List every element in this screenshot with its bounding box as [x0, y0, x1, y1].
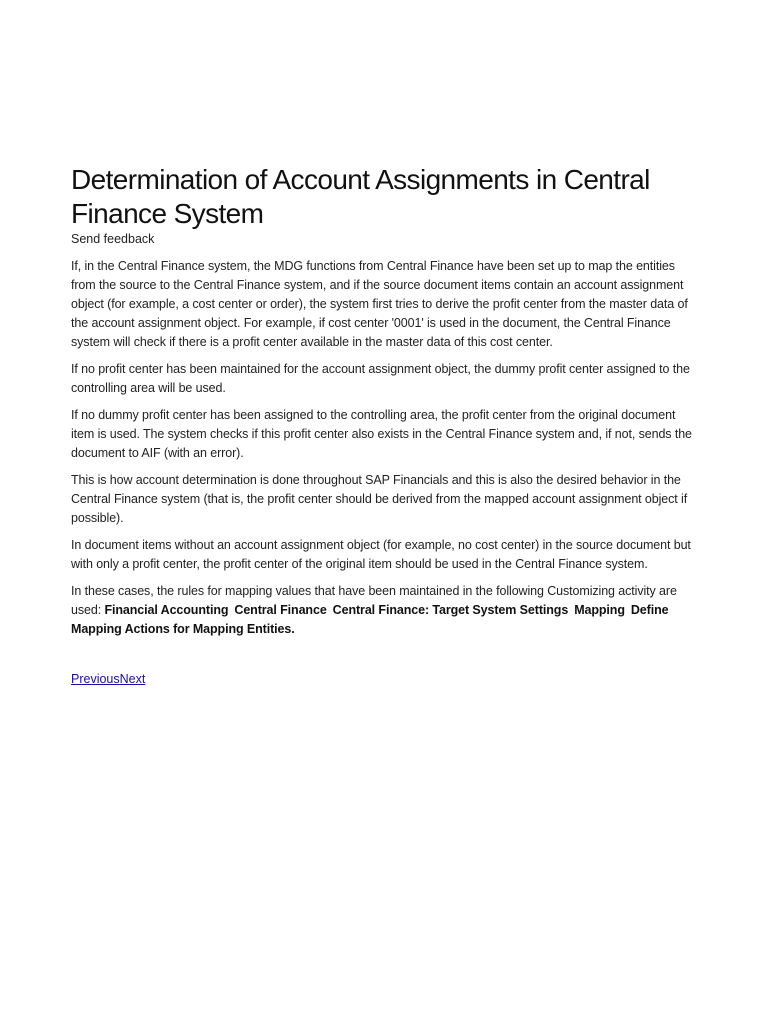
page-navigation: [71, 671, 696, 687]
customizing-path-step: Mapping: [574, 603, 625, 617]
next-link[interactable]: Next: [119, 672, 146, 686]
customizing-path: [71, 603, 668, 636]
customizing-path-step: Central Finance: [234, 603, 327, 617]
send-feedback-link[interactable]: Send feedback: [71, 232, 155, 246]
paragraph-no-dummy-profit-center: If no dummy profit center has been assigned to the controlling area, the profit center from the original document item is used. The system checks if this profit center also exists in the Central Finance system and, if not, sends the document to AIF (with an error).: [71, 408, 692, 460]
paragraph-no-profit-center: If no profit center has been maintained for the account assignment object, the dummy profit center assigned to the controlling area will be used.: [71, 362, 690, 395]
customizing-path-step: Financial Accounting: [104, 603, 229, 617]
paragraph-account-determination: This is how account determination is done throughout SAP Financials and this is also the desired behavior in the Central Finance system (that is, the profit center should be derived from the mapped account assignment object if possible).: [71, 473, 688, 525]
paragraph-customizing: [71, 582, 696, 639]
customizing-path-step: Central Finance: Target System Settings: [332, 603, 569, 617]
paragraph-intro: If, in the Central Finance system, the MDG functions from Central Finance have been set up to map the entities from the source to the Central Finance system, and if the source document items contain an account assignment object (for example, a cost center or order), the system first tries to derive the profit center from the master data of the account assignment object. For example, if cost center '0001' is used in the document, the Central Finance system will check if there is a profit center available in the master data of this cost center.: [71, 259, 688, 349]
customizing-intro-text: In these cases, the rules for mapping values that have been maintained in the following Customizing activity are used:: [71, 584, 677, 617]
document-page: [71, 163, 696, 687]
paragraph-without-assignment-object: In document items without an account assignment object (for example, no cost center) in the source document but with only a profit center, the profit center of the original item should be used in the Central Finance system.: [71, 538, 691, 571]
previous-link[interactable]: Previous: [71, 672, 120, 686]
customizing-path-step: Define Mapping Actions for Mapping Entities.: [71, 603, 669, 636]
page-title: Determination of Account Assignments in Central Finance System: [71, 164, 650, 229]
